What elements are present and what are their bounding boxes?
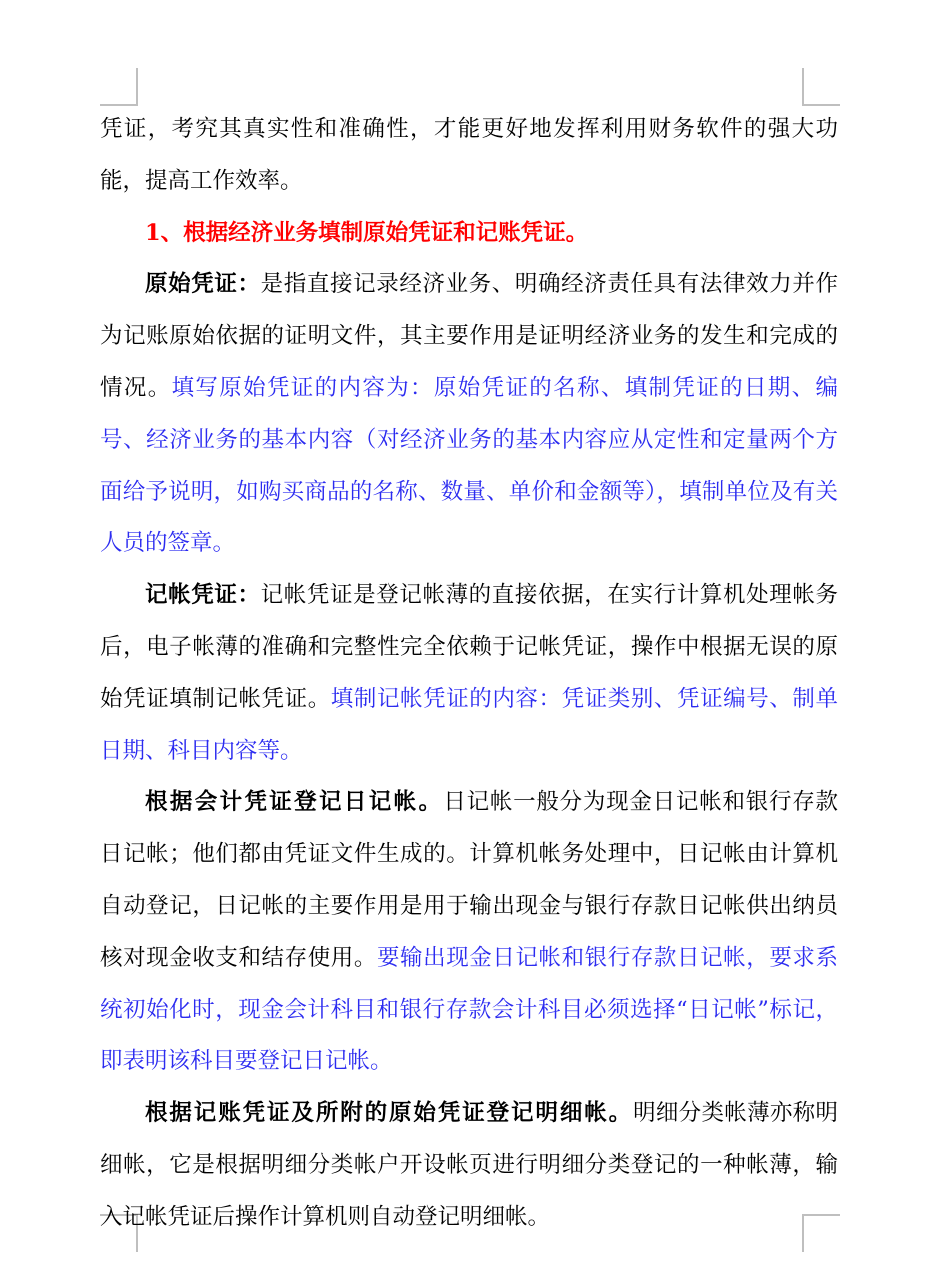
paragraph-journal-register-black-text: 日记帐一般分为现金日记帐和银行存款日记帐；他们都由凭证文件生成的。计算机帐务处理中，日记帐由计算机自动登记，日记帐的主要作用是用于输出现金与银行存款日记帐供出纳员核对现金收支和结存使用。 bbox=[100, 789, 838, 971]
crop-mark-top-left-icon bbox=[100, 68, 138, 106]
paragraph-original-voucher-blue-text: 填写原始凭证的内容为：原始凭证的名称、填制凭证的日期、编号、经济业务的基本内容（对经济业务的基本内容应从定性和定量两个方面给予说明，如购买商品的名称、数量、单价和金额等），填制单位及有关人员的签章。 bbox=[100, 374, 838, 557]
crop-mark-top-right-icon bbox=[802, 68, 840, 106]
paragraph-subsidiary-ledger bbox=[100, 1088, 838, 1243]
paragraph-accounting-voucher-blue-text: 填制记帐凭证的内容：凭证类别、凭证编号、制单日期、科目内容等。 bbox=[100, 685, 838, 764]
paragraph-accounting-voucher bbox=[100, 570, 838, 777]
term-original-voucher: 原始凭证： bbox=[145, 271, 261, 298]
paragraph-continued-intro bbox=[100, 104, 838, 208]
heading-numbered-1 bbox=[100, 208, 838, 260]
paragraph-original-voucher-black-text: 是指直接记录经济业务、明确经济责任具有法律效力并作为记账原始依据的证明文件，其主要作用是证明经济业务的发生和完成的情况。 bbox=[100, 271, 838, 401]
paragraph-journal-register-blue-text: 要输出现金日记帐和银行存款日记帐，要求系统初始化时，现金会计科目和银行存款会计科目必须选择“日记帐”标记，即表明该科目要登记日记帐。 bbox=[100, 944, 838, 1075]
paragraph-subsidiary-ledger-black-text: 明细分类帐薄亦称明细帐，它是根据明细分类帐户开设帐页进行明细分类登记的一种帐薄，输入记帐凭证后操作计算机则自动登记明细帐。 bbox=[100, 1100, 838, 1230]
document-text-body bbox=[100, 104, 838, 1244]
heading-journal-register: 根据会计凭证登记日记帐。 bbox=[145, 789, 444, 816]
paragraph-accounting-voucher-black-text: 记帐凭证是登记帐薄的直接依据，在实行计算机处理帐务后，电子帐薄的准确和完整性完全依赖于记帐凭证，操作中根据无误的原始凭证填制记帐凭证。 bbox=[100, 582, 838, 712]
heading-subsidiary-ledger: 根据记账凭证及所附的原始凭证登记明细帐。 bbox=[145, 1100, 634, 1127]
heading-numbered-1-text: 1、根据经济业务填制原始凭证和记账凭证。 bbox=[145, 219, 589, 246]
paragraph-original-voucher bbox=[100, 259, 838, 570]
paragraph-journal-register bbox=[100, 777, 838, 1088]
paragraph-continued-intro-text: 凭证，考究其真实性和准确性，才能更好地发挥利用财务软件的强大功能，提高工作效率。 bbox=[100, 116, 838, 194]
term-accounting-voucher: 记帐凭证： bbox=[145, 582, 261, 609]
